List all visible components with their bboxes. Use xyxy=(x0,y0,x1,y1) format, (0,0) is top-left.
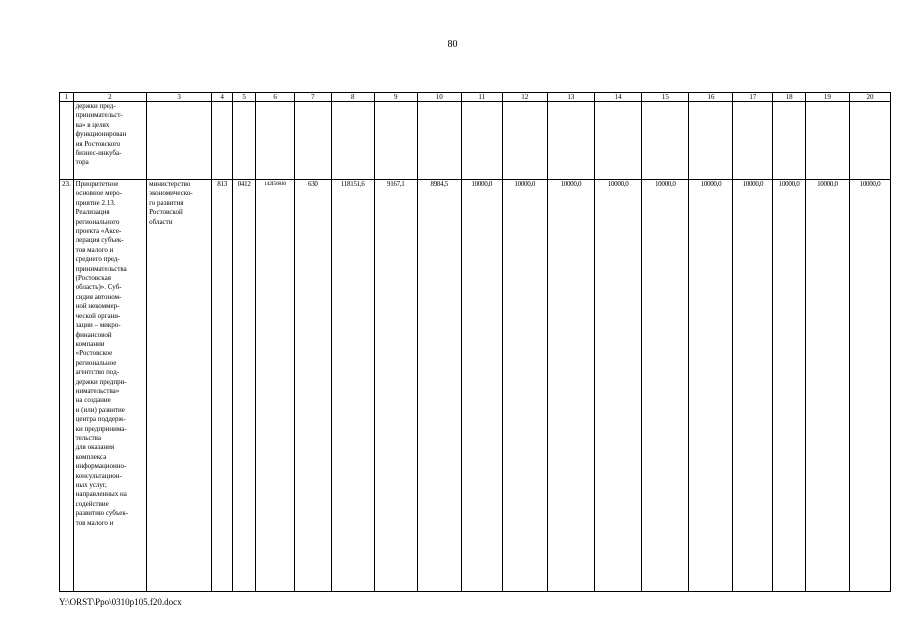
cell-empty xyxy=(547,102,594,180)
row-index: 23. xyxy=(60,180,74,592)
column-header: 1 xyxy=(60,93,74,102)
column-header: 4 xyxy=(212,93,233,102)
cell-empty xyxy=(502,102,547,180)
column-header: 10 xyxy=(417,93,461,102)
cell-empty xyxy=(689,102,733,180)
column-header: 20 xyxy=(849,93,890,102)
row-description: Приоритетное основное меро- приятие 2.13. Реализация регионального проекта «Аксе- лерация субъек- тов малого и среднего пред- принимательства (Ростовская область)». Суб- сидия автоном- ной некоммер- ческой органи- зации – микро- финансовой компании «Ростовское региональное агентство под- держки предпри- нимательства» на создание и (или) развитие центра поддерж- ки предпринима- тельства для оказания комплекса информационно- консультацион- ных услуг, направленных на содействие развитию субъек- тов малого и xyxy=(73,180,146,592)
column-header: 13 xyxy=(547,93,594,102)
column-header: 18 xyxy=(773,93,806,102)
row-value: 10000,0 xyxy=(595,180,642,592)
cell-empty xyxy=(417,102,461,180)
column-header: 15 xyxy=(642,93,689,102)
continuation-description: держки пред- принимательст- ва» в целях функционирован ия Ростовского бизнес-инкуба- тора xyxy=(73,102,146,180)
cell-empty xyxy=(331,102,374,180)
cell-empty xyxy=(461,102,502,180)
row-value: 10000,0 xyxy=(805,180,849,592)
cell-empty xyxy=(805,102,849,180)
column-header: 16 xyxy=(689,93,733,102)
file-path-footer: Y:\ORST\Ppo\0310p105.f20.docx xyxy=(59,597,182,607)
column-number-row xyxy=(60,93,891,102)
column-header: 2 xyxy=(73,93,146,102)
row-value: 9167,1 xyxy=(374,180,417,592)
row-value: 10000,0 xyxy=(849,180,890,592)
cell-empty xyxy=(256,102,295,180)
row-value: 630 xyxy=(294,180,331,592)
row-value: 10000,0 xyxy=(642,180,689,592)
cell-empty xyxy=(212,102,233,180)
row-value: 10000,0 xyxy=(461,180,502,592)
cell-empty xyxy=(733,102,773,180)
column-header: 17 xyxy=(733,93,773,102)
column-header: 6 xyxy=(256,93,295,102)
row-value: 10000,0 xyxy=(502,180,547,592)
row-value: 813 xyxy=(212,180,233,592)
column-header: 8 xyxy=(331,93,374,102)
column-header: 9 xyxy=(374,93,417,102)
row-value: 10000,0 xyxy=(733,180,773,592)
cell-empty xyxy=(147,102,212,180)
row-value: 10000,0 xyxy=(547,180,594,592)
cell-empty xyxy=(773,102,806,180)
row-value: 0412 xyxy=(233,180,256,592)
row-value: 10000,0 xyxy=(773,180,806,592)
cell-empty xyxy=(233,102,256,180)
column-header: 7 xyxy=(294,93,331,102)
continuation-row xyxy=(60,102,891,180)
cell-empty xyxy=(595,102,642,180)
row-responsible: министерство экономическо- го развития Ростовской области xyxy=(147,180,212,592)
row-value: 118151,6 xyxy=(331,180,374,592)
cell-empty xyxy=(60,102,74,180)
column-header: 3 xyxy=(147,93,212,102)
column-header: 5 xyxy=(233,93,256,102)
cell-empty xyxy=(642,102,689,180)
page-number: 80 xyxy=(447,39,458,50)
budget-table xyxy=(59,92,891,592)
row-value: 8984,5 xyxy=(417,180,461,592)
table-row xyxy=(60,180,891,592)
cell-empty xyxy=(374,102,417,180)
cell-empty xyxy=(849,102,890,180)
column-header: 12 xyxy=(502,93,547,102)
column-header: 11 xyxy=(461,93,502,102)
cell-empty xyxy=(294,102,331,180)
row-value: 10000,0 xyxy=(689,180,733,592)
row-value: 142I56840 xyxy=(256,180,295,592)
column-header: 19 xyxy=(805,93,849,102)
column-header: 14 xyxy=(595,93,642,102)
